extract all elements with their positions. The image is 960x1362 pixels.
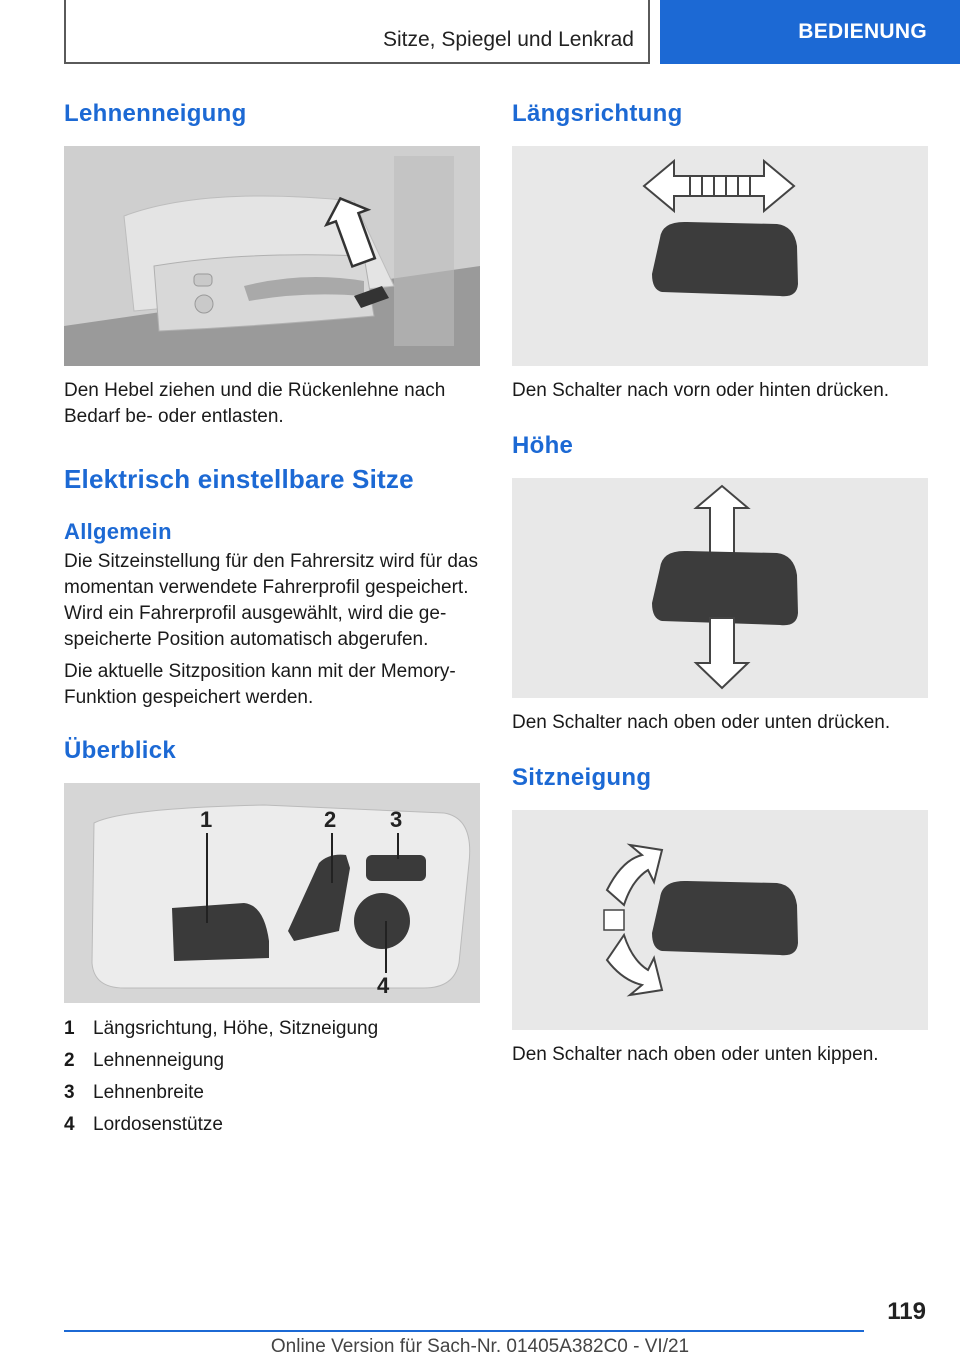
chapter-tab[interactable]: BEDIENUNG bbox=[660, 0, 960, 64]
lehnenneigung-heading: Lehnenneigung bbox=[64, 100, 247, 127]
seat-controls-illustration bbox=[64, 783, 480, 1003]
callout-4: 4 bbox=[377, 973, 390, 998]
sitzneigung-heading: Sitzneigung bbox=[512, 764, 652, 791]
seat-lever-illustration bbox=[64, 146, 480, 366]
lehnenneigung-text: Den Hebel ziehen und die Rückenlehne nach Bedarf be- oder entlasten. bbox=[64, 380, 446, 427]
left-column bbox=[64, 100, 480, 1141]
legend-item: 3 Lehnenbreite bbox=[64, 1082, 204, 1103]
allgemein-heading: Allgemein bbox=[64, 519, 172, 544]
hoehe-figure bbox=[512, 478, 928, 698]
hoehe-text: Den Schalter nach oben oder unten drücken. bbox=[512, 712, 891, 733]
legend-item: 1 Längsrichtung, Höhe, Sitzneigung bbox=[64, 1018, 379, 1039]
callout-3: 3 bbox=[390, 807, 403, 832]
ueberblick-figure bbox=[64, 783, 480, 1003]
allgemein-paragraph-1: Die Sitzeinstellung für den Fahrersitz wird für das momentan verwendete Fahrerprofil gespeichert. Wird ein Fahrerprofil ausgewählt, wird die gespeicherte Position automatisch abgerufen. bbox=[64, 551, 478, 650]
fore-aft-switch-illustration bbox=[512, 146, 928, 366]
legend-item: 4 Lordosenstütze bbox=[64, 1114, 223, 1135]
hoehe-heading: Höhe bbox=[512, 432, 574, 459]
ueberblick-legend bbox=[64, 1013, 480, 1141]
ueberblick-heading: Überblick bbox=[64, 737, 177, 764]
height-switch-illustration bbox=[512, 478, 928, 698]
laengsrichtung-heading: Längsrichtung bbox=[512, 100, 683, 127]
legend-item: 2 Lehnenneigung bbox=[64, 1050, 225, 1071]
sitzneigung-text: Den Schalter nach oben oder unten kippen. bbox=[512, 1044, 879, 1065]
tilt-switch-illustration bbox=[512, 810, 928, 1030]
sitzneigung-figure bbox=[512, 810, 928, 1030]
online-version-footer: Online Version für Sach-Nr. 01405A382C0 - VI/21 bbox=[270, 1336, 690, 1357]
callout-1: 1 bbox=[200, 807, 213, 832]
laengsrichtung-figure bbox=[512, 146, 928, 366]
elektrisch-heading: Elektrisch einstellbare Sitze bbox=[64, 464, 414, 494]
laengsrichtung-text: Den Schalter nach vorn oder hinten drücken. bbox=[512, 380, 890, 401]
section-title: Sitze, Spiegel und Lenkrad bbox=[382, 28, 634, 51]
lehnenneigung-figure bbox=[64, 146, 480, 366]
footer-divider bbox=[64, 1330, 864, 1332]
callout-2: 2 bbox=[324, 807, 337, 832]
page-number: 119 bbox=[887, 1298, 926, 1325]
right-column bbox=[512, 100, 928, 1068]
header-section-box bbox=[64, 0, 650, 64]
allgemein-paragraph-2: Die aktuelle Sitzposition kann mit der Memory-Funktion gespeichert werden. bbox=[64, 661, 456, 708]
